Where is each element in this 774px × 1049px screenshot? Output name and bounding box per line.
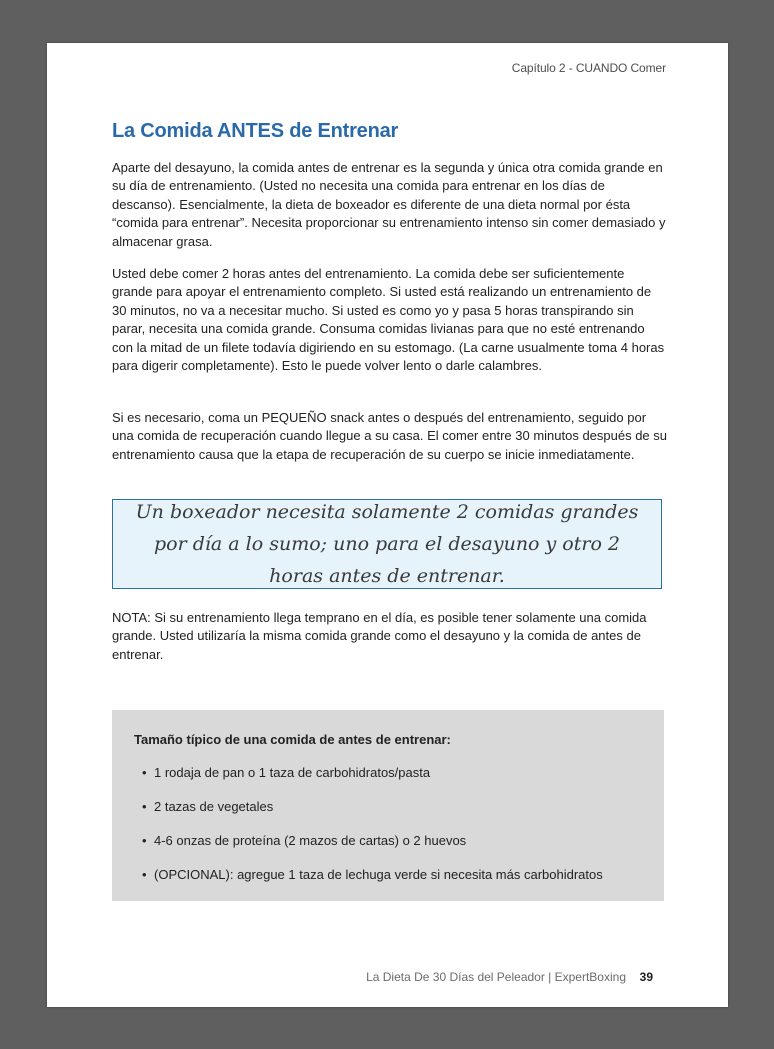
list-item-text: 4-6 onzas de proteína (2 mazos de cartas) o 2 huevos <box>154 833 467 848</box>
callout-box <box>112 499 662 589</box>
section-title: La Comida ANTES de Entrenar <box>112 120 399 142</box>
bullet-icon: • <box>142 833 147 848</box>
list-item-text: 2 tazas de vegetales <box>154 799 274 814</box>
list-item <box>134 867 603 901</box>
document-page <box>47 43 728 1007</box>
bullet-icon: • <box>142 765 147 780</box>
list-item-text: (OPCIONAL): agregue 1 taza de lechuga verde si necesita más carbohidratos <box>154 867 603 882</box>
list-item <box>134 799 603 833</box>
meal-size-box <box>112 710 664 901</box>
bullet-icon: • <box>142 799 147 814</box>
list-item-text: 1 rodaja de pan o 1 taza de carbohidratos/pasta <box>154 765 431 780</box>
list-item <box>134 833 603 867</box>
list-item <box>134 765 603 799</box>
chapter-header: Capítulo 2 - CUANDO Comer <box>511 61 666 75</box>
meal-size-list <box>134 765 603 901</box>
bullet-icon: • <box>142 867 147 882</box>
paragraph-2: Usted debe comer 2 horas antes del entrenamiento. La comida debe ser suficientemente grande para apoyar el entrenamiento completo. Si usted está realizando un entrenamiento de 30 minutos, no va a necesitar mucho. Si usted es como yo y pasa 5 horas transpirando sin parar, necesita una comida grande. Consuma comidas livianas para que no esté entrenando con la mitad de un filete todavía digiriendo en su estomago. (La carne usualmente toma 4 horas para digerir completamente). Esto le puede volver lento o darle calambres. <box>112 266 665 374</box>
paragraph-3: Si es necesario, coma un PEQUEÑO snack antes o después del entrenamiento, seguido por una comida de recuperación cuando llegue a su casa. El comer entre 30 minutos después de su entrenamiento causa que la etapa de recuperación de su cuerpo se inicie inmediatamente. <box>112 410 668 462</box>
paragraph-1: Aparte del desayuno, la comida antes de entrenar es la segunda y única otra comida grande en su día de entrenamiento. (Usted no necesita una comida para entrenar en los días de descanso). Esencialmente, la dieta de boxeador es diferente de una dieta normal por ésta “comida para entrenar”. Necesita proporcionar su entrenamiento intenso sin comer demasiado y almacenar grasa. <box>112 160 666 249</box>
note-paragraph: NOTA: Si su entrenamiento llega temprano en el día, es posible tener solamente una comida grande. Usted utilizaría la misma comida grande como el desayuno y la comida de antes de entrenar. <box>112 610 647 662</box>
meal-size-title: Tamaño típico de una comida de antes de entrenar: <box>134 732 451 747</box>
callout-quote: Un boxeador necesita solamente 2 comidas grandes por día a lo sumo; uno para el desayuno y otro 2 horas antes de entrenar. <box>135 501 639 587</box>
page-number: 39 <box>639 970 653 984</box>
footer-text: La Dieta De 30 Días del Peleador | ExpertBoxing <box>366 970 626 984</box>
